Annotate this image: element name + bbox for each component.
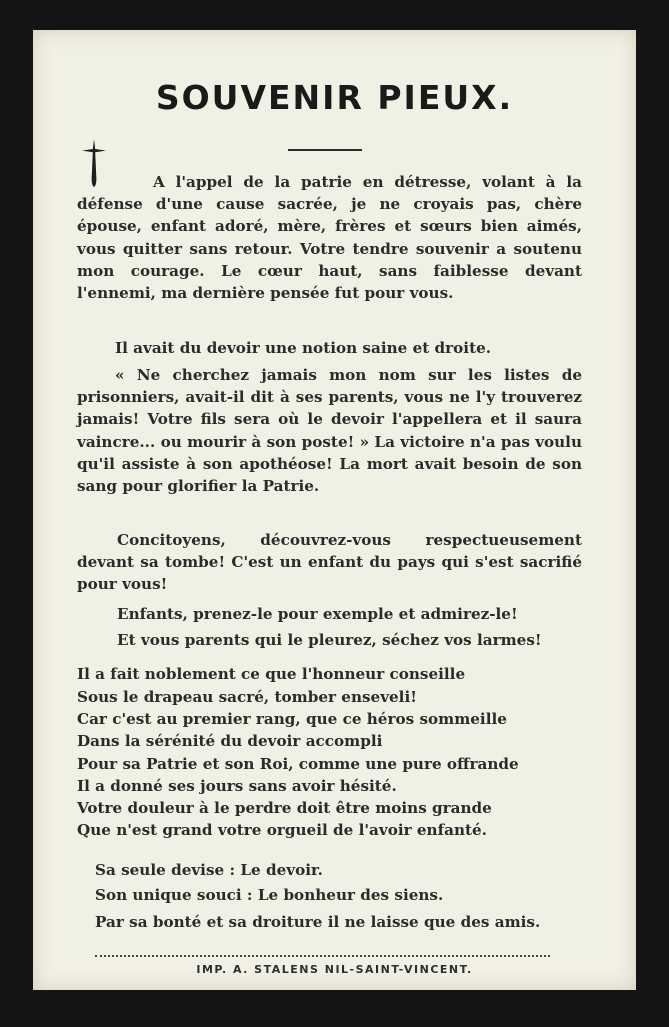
poem-line: Il a donné ses jours sans avoir hésité. [77, 777, 397, 795]
poem-line: Sous le drapeau sacré, tomber enseveli! [77, 688, 417, 706]
page-title: SOUVENIR PIEUX. [155, 78, 514, 117]
devise-line: Son unique souci : Le bonheur des siens. [95, 886, 444, 904]
poem-line: Il a fait noblement ce que l'honneur conseille [77, 665, 466, 683]
poem-line: Votre douleur à le perdre doit être moins grande [77, 799, 492, 817]
paragraph-citizens: Concitoyens, découvrez-vous respectueusement devant sa tombe! C'est un enfant du pays qui s'est sacrifié pour vous! [77, 531, 582, 594]
poem-line: Pour sa Patrie et son Roi, comme une pure offrande [77, 755, 519, 773]
poem-line: Que n'est grand votre orgueil de l'avoir enfanté. [77, 821, 487, 839]
poem-line: Dans la sérénité du devoir accompli [77, 732, 383, 750]
printer-credit: IMP. A. STALENS NIL-SAINT-VINCENT. [196, 963, 473, 976]
poem-line: Car c'est au premier rang, que ce héros sommeille [77, 710, 507, 728]
title-divider [288, 149, 362, 151]
devise-line: Par sa bonté et sa droiture il ne laisse que des amis. [95, 913, 541, 931]
paragraph-parents: Et vous parents qui le pleurez, séchez vos larmes! [117, 631, 542, 649]
devise-line: Sa seule devise : Le devoir. [95, 861, 323, 879]
footer-divider [95, 955, 550, 957]
paragraph-children: Enfants, prenez-le pour exemple et admirez-le! [117, 605, 518, 623]
paragraph-quote: « Ne cherchez jamais mon nom sur les listes de prisonniers, avait-il dit à ses parents, vous ne l'y trouverez jamais! Votre fils sera où le devoir l'appellera et il saura vaincre... ou mourir à son poste! » La victoire n'a pas voulu qu'il assiste à son apothéose! La mort avait besoin de son sang pour glorifier la Patrie. [77, 366, 582, 496]
paragraph-duty: Il avait du devoir une notion saine et droite. [115, 339, 492, 357]
paragraph-last-words: A l'appel de la patrie en détresse, volant à la défense d'une cause sacrée, je ne croyais pas, chère épouse, enfant adoré, mère, frères et sœurs bien aimés, vous quitter sans retour. Votre tendre souvenir a soutenu mon courage. Le cœur haut, sans faiblesse devant l'ennemi, ma dernière pensée fut pour vous. [77, 173, 582, 303]
